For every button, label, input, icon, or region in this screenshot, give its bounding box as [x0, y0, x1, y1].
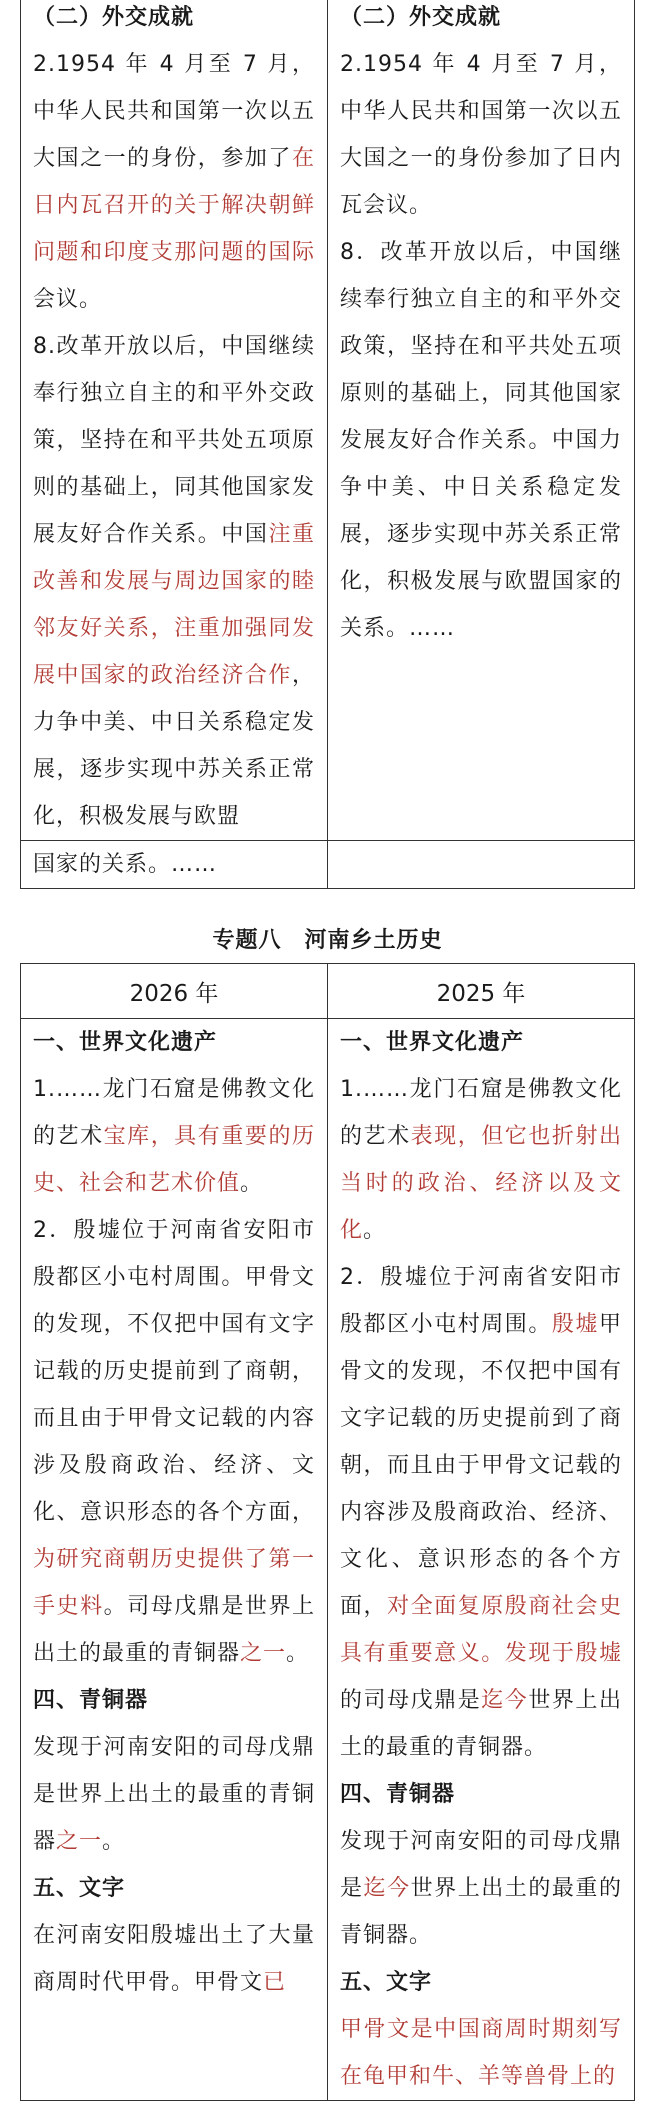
text-run: ，力争中美、中日关系稳定发展，逐步实现中苏关系正常化，积极发展与欧盟	[33, 663, 315, 829]
paragraph	[33, 1912, 315, 2006]
cell-content	[340, 1019, 622, 2100]
text-run: 8.改革开放以后，中国继续奉行独立自主的和平外交政策，坚持在和平共处五项原则的基础上，同其他国家发展友好合作关系。中国	[33, 334, 315, 547]
section-heading	[33, 0, 315, 41]
highlighted-text: 已	[263, 1970, 287, 1995]
paragraph	[33, 323, 315, 840]
column-header-2025: 2025 年	[328, 964, 635, 1019]
text-run: 四、青铜器	[340, 1782, 456, 1807]
comparison-table-henan-history	[20, 963, 635, 2101]
section-heading	[340, 1771, 622, 1818]
text-run: 世界上出土的最重的青铜器。	[340, 1876, 622, 1948]
table-cell-right-empty	[328, 841, 635, 889]
paragraph	[340, 1254, 622, 1771]
section-title: 专题八 河南乡土历史	[212, 928, 443, 953]
highlighted-text: 宝库，具有重要的历史、社会和艺术价值	[33, 1124, 315, 1196]
table-cell-right	[328, 0, 635, 841]
text-run: 发现于河南安阳的司母戊鼎是	[340, 1829, 622, 1901]
text-run: 发现于河南安阳的司母戊鼎是世界上出土的最重的青铜器	[33, 1735, 315, 1854]
cell-content	[33, 1019, 315, 2006]
text-run: 。	[102, 1829, 126, 1854]
paragraph	[33, 41, 315, 323]
text-run: 1.……龙门石窟是佛教文化的艺术	[340, 1077, 622, 1149]
section-heading	[340, 1019, 622, 1066]
continuation-text: 国家的关系。……	[33, 852, 218, 877]
table-cell-right	[328, 1019, 635, 2101]
highlighted-text: 殷墟	[551, 1312, 599, 1337]
column-header-2026: 2026 年	[21, 964, 328, 1019]
section-heading	[340, 1959, 622, 2006]
text-run: 。	[363, 1218, 387, 1243]
text-run: 五、文字	[33, 1876, 126, 1901]
text-run: 一、世界文化遗产	[340, 1030, 525, 1055]
paragraph	[340, 229, 622, 652]
text-run: 2.1954 年 4 月至 7 月，中华人民共和国第一次以五大国之一的身份参加了日内瓦会议。	[340, 52, 622, 218]
paragraph	[33, 1724, 315, 1865]
text-run: 。司母戊鼎是世界上出土的最重的青铜器	[33, 1594, 315, 1666]
text-run: 在河南安阳殷墟出土了大量商周时代甲骨。甲骨文	[33, 1923, 315, 1995]
text-run: 会议。	[33, 287, 103, 312]
highlighted-text: 在日内瓦召开的关于解决朝鲜问题和印度支那问题的国际	[33, 146, 315, 265]
section-heading	[33, 1019, 315, 1066]
highlighted-text: 之一	[56, 1829, 103, 1854]
paragraph	[340, 1818, 622, 1959]
text-run: 一、世界文化遗产	[33, 1030, 218, 1055]
text-run: （二）外交成就	[33, 5, 195, 30]
highlighted-text: 表现，但它也折射出当时的政治、经济以及文化	[340, 1124, 622, 1243]
table-cell-left	[21, 1019, 328, 2101]
paragraph	[33, 1207, 315, 1677]
text-run: 四、青铜器	[33, 1688, 149, 1713]
highlighted-text: 迄今	[363, 1876, 411, 1901]
section-heading	[340, 0, 622, 41]
text-run: 。	[286, 1641, 310, 1666]
paragraph	[340, 2006, 622, 2100]
text-run: （二）外交成就	[340, 5, 502, 30]
text-run: 世界上出土的最重的青铜器。	[340, 1688, 622, 1760]
text-run: 。	[240, 1171, 264, 1196]
text-run: 8．改革开放以后，中国继续奉行独立自主的和平外交政策，坚持在和平共处五项原则的基础上，同其他国家发展友好合作关系。中国力争中美、中日关系稳定发展，逐步实现中苏关系正常化，积极发展与欧盟国家的关系。……	[340, 240, 622, 641]
paragraph	[340, 1066, 622, 1254]
comparison-table-diplomacy	[20, 0, 635, 889]
text-run: 的司母戊鼎是	[340, 1688, 482, 1713]
section-heading	[33, 1677, 315, 1724]
table-cell-left	[21, 0, 328, 841]
section-heading	[33, 1865, 315, 1912]
cell-content	[33, 0, 315, 840]
text-run: 甲骨文的发现，不仅把中国有文字记载的历史提前到了商朝，而且由于甲骨文记载的内容涉及殷商政治、经济、文化、意识形态的各个方面，	[340, 1312, 622, 1619]
paragraph	[340, 41, 622, 229]
highlighted-text: 对全面复原殷商社会史具有重要意义。发现于殷墟	[340, 1594, 622, 1666]
highlighted-text: 注重改善和发展与周边国家的睦邻友好关系，注重加强同发展中国家的政治经济合作	[33, 522, 315, 688]
highlighted-text: 迄今	[481, 1688, 529, 1713]
text-run: 2．殷墟位于河南省安阳市殷都区小屯村周围。甲骨文的发现，不仅把中国有文字记载的历史提前到了商朝，而且由于甲骨文记载的内容涉及殷商政治、经济、文化、意识形态的各个方面，	[33, 1218, 315, 1525]
highlighted-text: 甲骨文是中国商周时期刻写在龟甲和牛、羊等兽骨上的	[340, 2017, 622, 2089]
text-run: 1.……龙门石窟是佛教文化的艺术	[33, 1077, 315, 1149]
table-cell-left-continuation	[21, 841, 328, 889]
text-run: 2.1954 年 4 月至 7 月，中华人民共和国第一次以五大国之一的身份，参加了	[33, 52, 315, 171]
paragraph	[33, 1066, 315, 1207]
highlighted-text: 之一	[240, 1641, 287, 1666]
text-run: 2．殷墟位于河南省安阳市殷都区小屯村周围。	[340, 1265, 622, 1337]
highlighted-text: 为研究商朝历史提供了第一手史料	[33, 1547, 315, 1619]
cell-content	[340, 0, 622, 652]
text-run: 五、文字	[340, 1970, 433, 1995]
